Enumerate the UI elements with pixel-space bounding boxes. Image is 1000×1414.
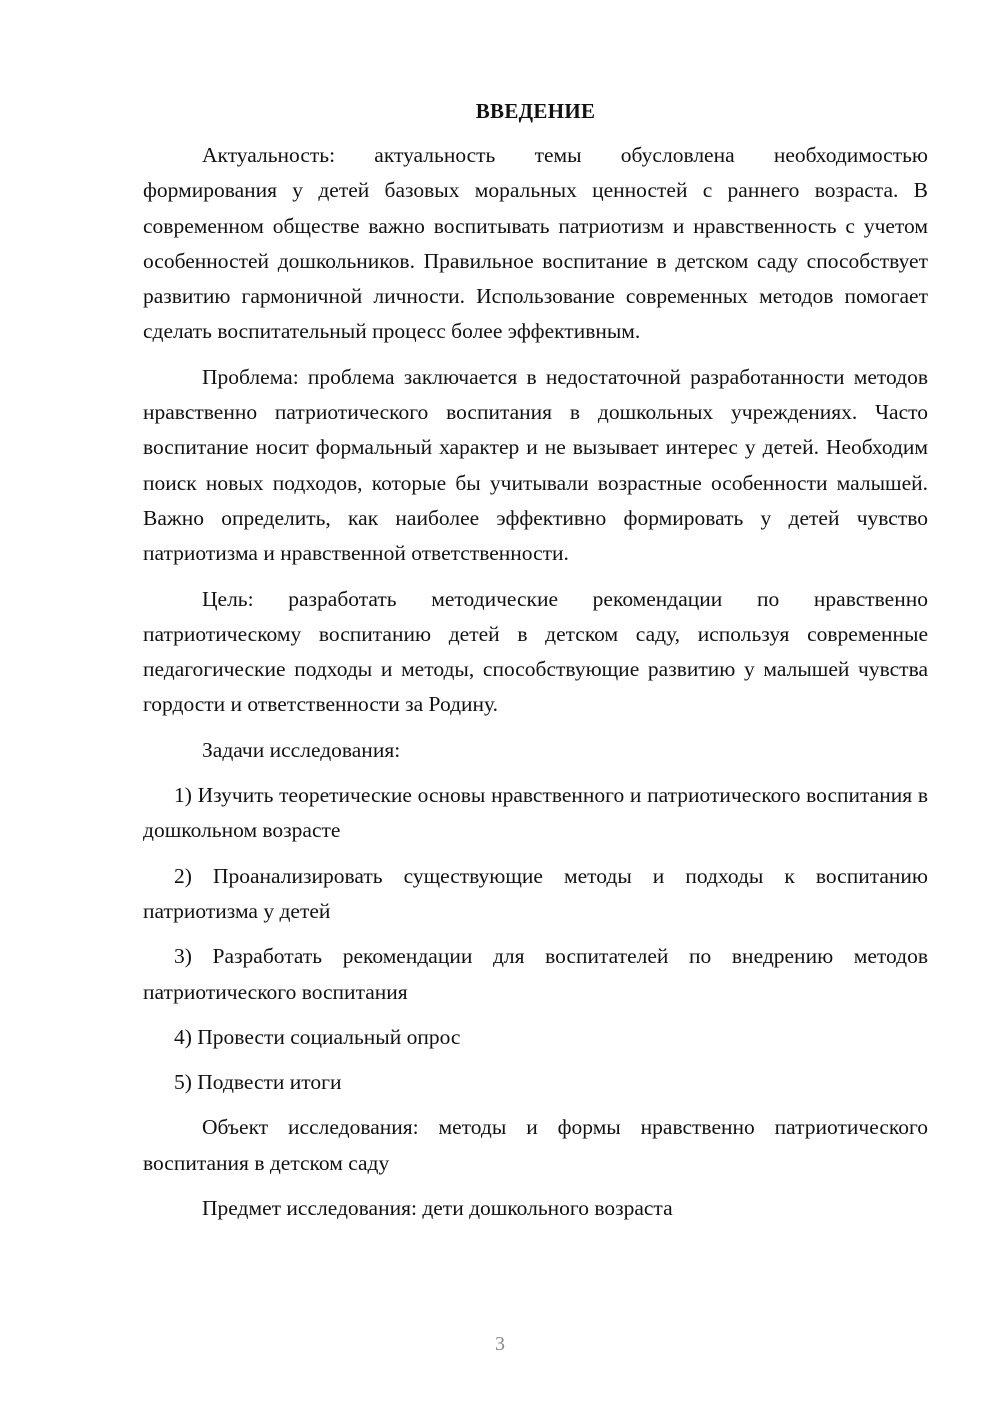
task-item: 5) Подвести итоги <box>174 1070 342 1095</box>
research-subject-paragraph: Предмет исследования: дети дошкольного возраста <box>202 1196 673 1221</box>
research-object-paragraph: Объект исследования: методы и формы нравственно патриотического воспитания в детском саду <box>143 1115 928 1175</box>
page-number: 3 <box>495 1333 505 1355</box>
relevance-paragraph: Актуальность: актуальность темы обусловлена необходимостью формирования у детей базовых моральных ценностей с раннего возраста. В современном обществе важно воспитывать патриотизм и нравственность с учетом особенностей дошкольников. Правильное воспитание в детском саду способствует развитию гармоничной личности. Использование современных методов помогает сделать воспитательный процесс более эффективным. <box>143 143 928 344</box>
problem-paragraph: Проблема: проблема заключается в недостаточной разработанности методов нравственно патриотического воспитания в дошкольных учреждениях. Часто воспитание носит формальный характер и не вызывает интерес у детей. Необходим поиск новых подходов, которые бы учитывали возрастные особенности малышей. Важно определить, как наиболее эффективно формировать у детей чувство патриотизма и нравственной ответственности. <box>143 364 928 566</box>
task-item: 2) Проанализировать существующие методы и подходы к воспитанию патриотизма у детей <box>143 863 928 923</box>
task-item: 3) Разработать рекомендации для воспитателей по внедрению методов патриотического воспитания <box>143 944 928 1004</box>
tasks-list <box>143 778 928 1100</box>
goal-paragraph: Цель: разработать методические рекомендации по нравственно патриотическому воспитанию детей в детском саду, используя современные педагогические подходы и методы, способствующие развитию у малышей чувства гордости и ответственности за Родину. <box>143 586 928 717</box>
task-item: 1) Изучить теоретические основы нравственного и патриотического воспитания в дошкольном возрасте <box>143 783 928 843</box>
section-title: ВВЕДЕНИЕ <box>475 99 596 123</box>
tasks-heading: Задачи исследования: <box>202 737 401 762</box>
task-item: 4) Провести социальный опрос <box>174 1024 461 1049</box>
page-content <box>143 96 928 1236</box>
